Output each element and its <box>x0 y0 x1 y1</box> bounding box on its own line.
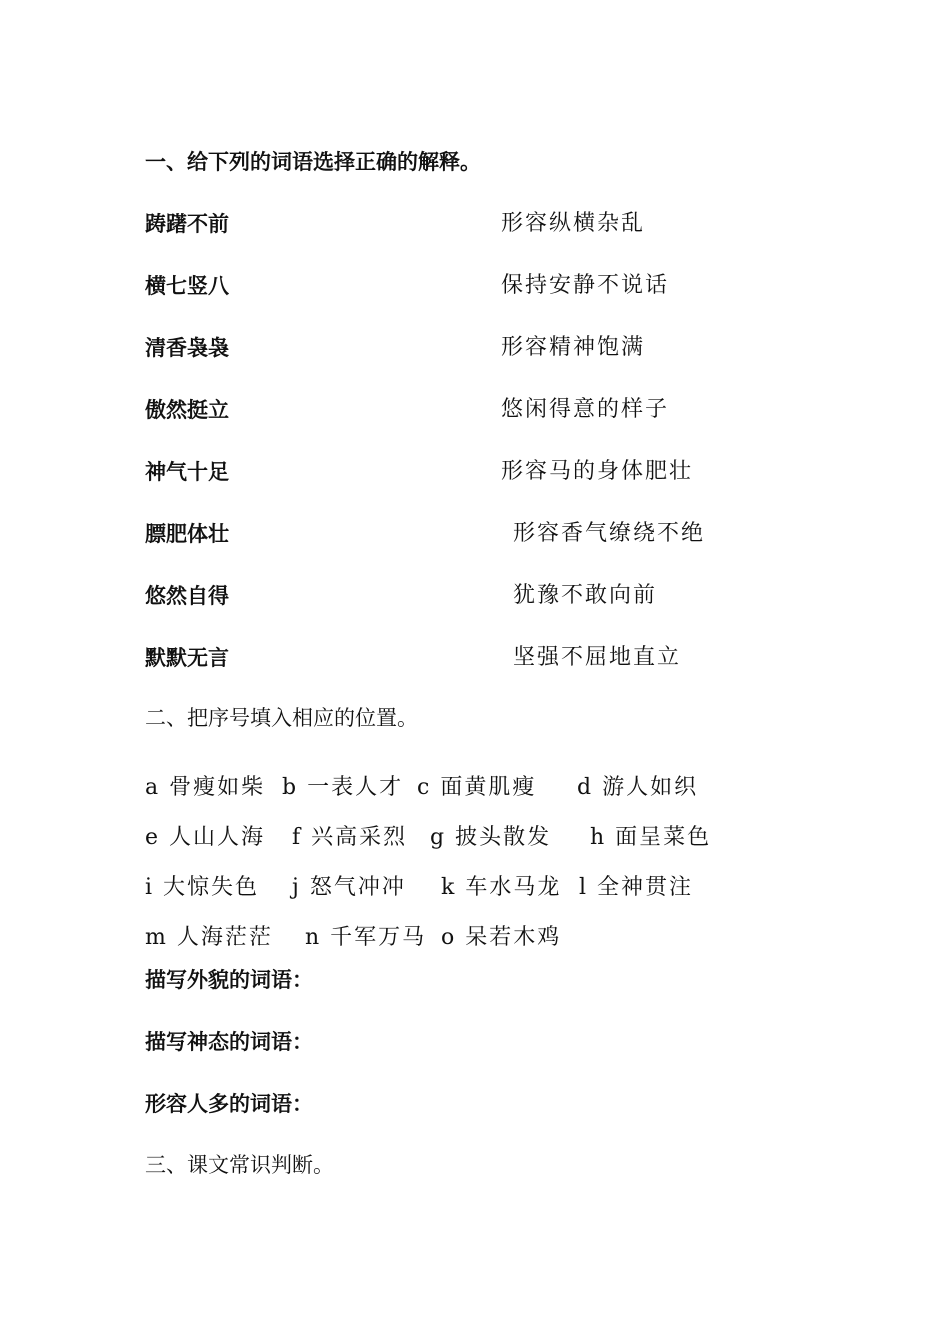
definition-8: 坚强不屈地直立 <box>513 645 682 670</box>
term-4: 傲然挺立 <box>145 398 229 422</box>
prompt-expression: 描写神态的词语： <box>145 1030 313 1054</box>
option-h: h 面呈菜色 <box>590 825 712 850</box>
option-l: l 全神贯注 <box>579 875 694 900</box>
option-b: b 一表人才 <box>282 775 404 800</box>
term-2: 横七竖八 <box>145 274 229 298</box>
option-d: d 游人如织 <box>577 775 699 800</box>
term-3: 清香袅袅 <box>145 336 229 360</box>
term-5: 神气十足 <box>145 460 229 484</box>
term-6: 膘肥体壮 <box>145 522 229 546</box>
definition-4: 悠闲得意的样子 <box>501 397 670 422</box>
option-c: c 面黄肌瘦 <box>417 775 537 800</box>
section2-title: 二、把序号填入相应的位置。 <box>145 706 418 730</box>
definition-2: 保持安静不说话 <box>501 273 670 298</box>
option-g: g 披头散发 <box>430 825 552 850</box>
definition-6: 形容香气缭绕不绝 <box>513 521 706 546</box>
option-m: m 人海茫茫 <box>145 925 273 950</box>
term-1: 踌躇不前 <box>145 212 229 236</box>
section1-title: 一、给下列的词语选择正确的解释。 <box>145 150 481 174</box>
option-a: a 骨瘦如柴 <box>145 775 266 800</box>
term-7: 悠然自得 <box>145 584 229 608</box>
definition-3: 形容精神饱满 <box>501 335 646 360</box>
prompt-crowd: 形容人多的词语： <box>145 1092 313 1116</box>
option-o: o 呆若木鸡 <box>441 925 562 950</box>
option-f: f 兴高采烈 <box>292 825 408 850</box>
prompt-appearance: 描写外貌的词语： <box>145 968 313 992</box>
term-8: 默默无言 <box>145 646 229 670</box>
definition-5: 形容马的身体肥壮 <box>501 459 694 484</box>
definition-7: 犹豫不敢向前 <box>513 583 658 608</box>
option-j: j 怒气冲冲 <box>292 875 406 900</box>
option-k: k 车水马龙 <box>441 875 562 900</box>
option-e: e 人山人海 <box>145 825 266 850</box>
option-i: i 大惊失色 <box>145 875 260 900</box>
option-n: n 千军万马 <box>305 925 427 950</box>
definition-1: 形容纵横杂乱 <box>501 211 646 236</box>
section3-title: 三、课文常识判断。 <box>145 1153 334 1177</box>
